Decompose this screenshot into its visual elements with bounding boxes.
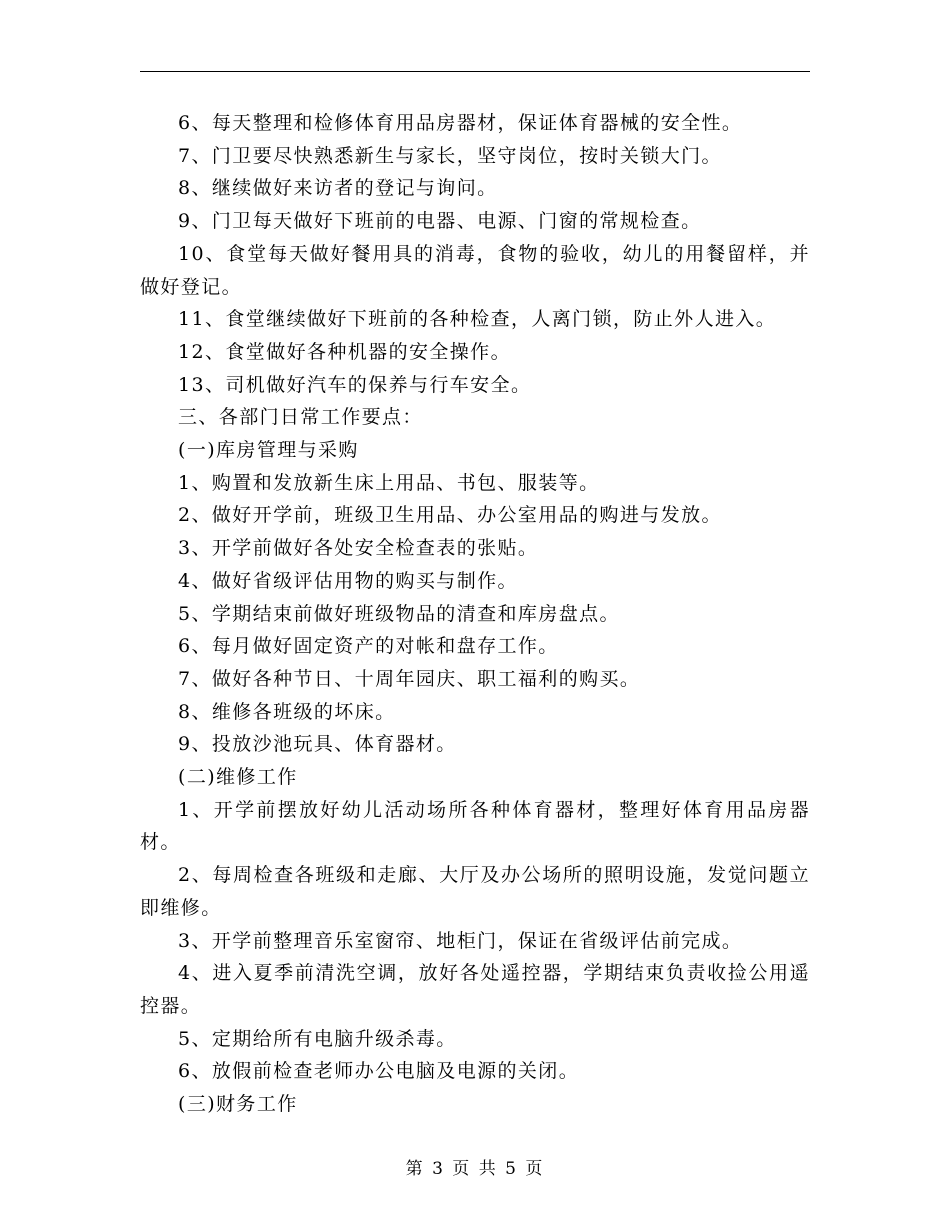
paragraph: 5、学期结束前做好班级物品的清查和库房盘点。	[178, 602, 620, 625]
paragraph: 6、放假前检查老师办公电脑及电源的关闭。	[178, 1060, 580, 1083]
paragraph: 8、维修各班级的坏床。	[178, 700, 396, 723]
section-heading: 三、各部门日常工作要点：	[178, 406, 423, 429]
paragraph: 12、食堂做好各种机器的安全操作。	[178, 340, 511, 363]
subsection-heading: (二)维修工作	[178, 766, 298, 789]
paragraph: 7、门卫要尽快熟悉新生与家长，坚守岗位，按时关锁大门。	[178, 144, 722, 167]
document-body	[140, 107, 810, 1121]
paragraph: 13、司机做好汽车的保养与行车安全。	[178, 373, 532, 396]
paragraph: 2、做好开学前，班级卫生用品、办公室用品的购进与发放。	[178, 504, 722, 527]
paragraph: 6、每天整理和检修体育用品房器材，保证体育器械的安全性。	[178, 112, 743, 134]
paragraph: 7、做好各种节日、十周年园庆、职工福利的购买。	[178, 667, 641, 690]
paragraph: 3、开学前整理音乐室窗帘、地柜门，保证在省级评估前完成。	[178, 929, 743, 952]
subsection-heading: (三)财务工作	[178, 1093, 298, 1116]
paragraph: 5、定期给所有电脑升级杀毒。	[178, 1027, 457, 1050]
paragraph: 4、进入夏季前清洗空调，放好各处遥控器，学期结束负责收捡公用遥控器。	[140, 962, 810, 1017]
subsection-heading: (一)库房管理与采购	[178, 439, 359, 462]
paragraph: 6、每月做好固定资产的对帐和盘存工作。	[178, 635, 559, 658]
paragraph: 9、投放沙池玩具、体育器材。	[178, 733, 457, 756]
page-footer: 第 3 页 共 5 页	[405, 1159, 545, 1179]
paragraph: 11、食堂继续做好下班前的各种检查，人离门锁，防止外人进入。	[178, 308, 777, 331]
paragraph: 2、每周检查各班级和走廊、大厅及办公场所的照明设施，发觉问题立即维修。	[140, 864, 810, 919]
paragraph: 3、开学前做好各处安全检查表的张贴。	[178, 537, 539, 560]
paragraph: 9、门卫每天做好下班前的电器、电源、门窗的常规检查。	[178, 210, 702, 233]
paragraph: 8、继续做好来访者的登记与询问。	[178, 177, 498, 200]
paragraph: 4、做好省级评估用物的购买与制作。	[178, 569, 518, 592]
paragraph: 1、开学前摆放好幼儿活动场所各种体育器材，整理好体育用品房器材。	[140, 798, 810, 854]
header-rule	[140, 71, 810, 72]
paragraph: 1、购置和发放新生床上用品、书包、服装等。	[178, 471, 600, 494]
paragraph: 10、食堂每天做好餐用具的消毒，食物的验收，幼儿的用餐留样，并做好登记。	[140, 242, 810, 298]
